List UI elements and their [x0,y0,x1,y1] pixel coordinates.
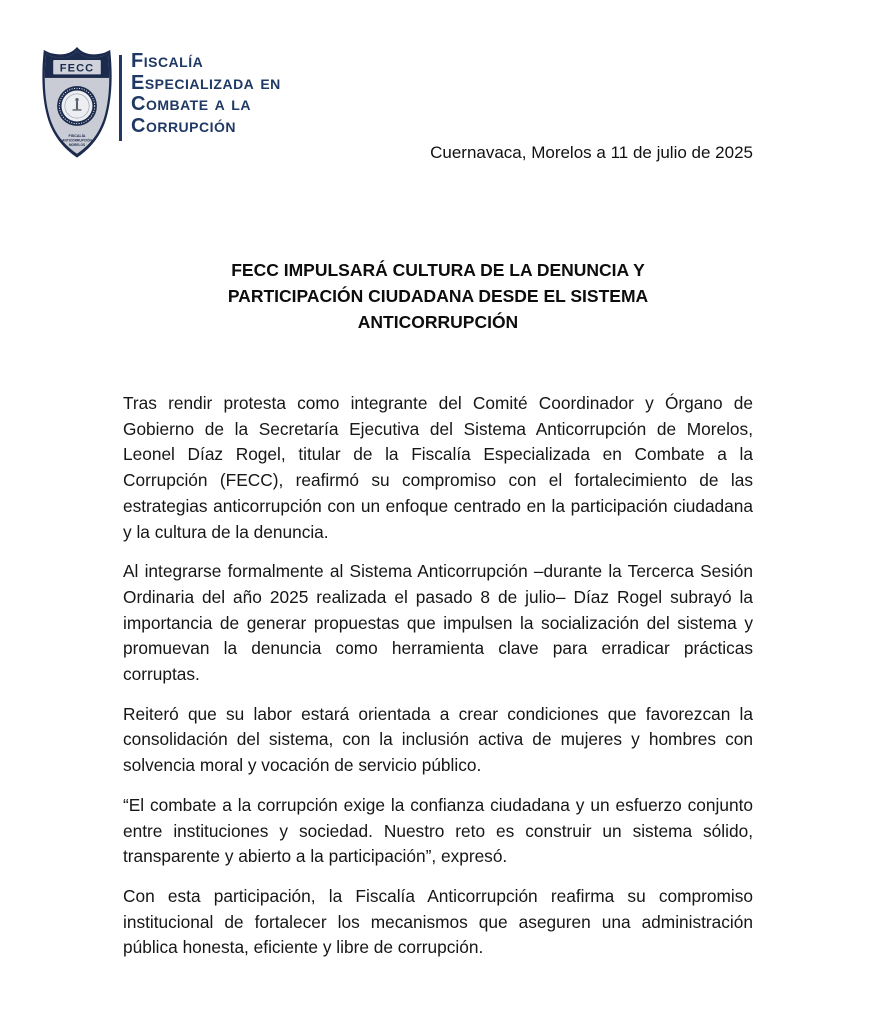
paragraph-5: Con esta participación, la Fiscalía Anticorrupción reafirma su compromiso institucional de fortalecer los mecanismos que aseguren una administración pública honesta, eficiente y libre de corrupción. [123,885,753,958]
badge-caption-line-2: ANTICORRUPCIÓN [62,138,92,143]
badge-caption-line-3: MORELOS [68,143,86,148]
paragraph-4: “El combate a la corrupción exige la confianza ciudadana y un esfuerzo conjunto entre instituciones y sociedad. Nuestro reto es construir un sistema sólido, transparente y abierto a la participación”, expresó. [123,794,753,867]
letterhead [0,0,871,180]
title-line-1: FECC IMPULSARÁ CULTURA DE LA DENUNCIA Y [231,260,645,280]
title-line-2: PARTICIPACIÓN CIUDADANA DESDE EL SISTEMA [227,286,649,306]
logo-divider [119,55,122,141]
paragraph-1: Tras rendir protesta como integrante del Comité Coordinador y Órgano de Gobierno de la Secretaría Ejecutiva del Sistema Anticorrupción de Morelos, Leonel Díaz Rogel, titular de la Fiscalía Especializada en Combate a la Corrupción (FECC), reafirmó su compromiso con el fortalecimiento de las estrategias anticorrupción con un enfoque centrado en la participación ciudadana y la cultura de la denuncia. [123,393,753,542]
badge-acronym: FECC [59,62,95,75]
wordmark-line-2: Especializada en [131,71,281,94]
wordmark-line-4: Corrupción [131,114,237,137]
press-release-title [123,257,753,335]
paragraph-3: Reiteró que su labor estará orientada a crear condiciones que favorezcan la consolidación del sistema, con la inclusión activa de mujeres y hombres con solvencia moral y vocación de servicio público. [123,703,753,776]
wordmark-line-1: Fiscalía [131,50,204,72]
fecc-badge-icon [40,44,114,162]
badge-caption-line-1: FISCALÍA [68,133,86,138]
press-release-body [123,391,753,975]
agency-wordmark [131,51,281,137]
wordmark-line-3: Combate a la [131,93,251,115]
dateline: Cuernavaca, Morelos a 11 de julio de 2025 [430,143,753,162]
title-line-3: ANTICORRUPCIÓN [357,312,519,332]
paragraph-2: Al integrarse formalmente al Sistema Anticorrupción –durante la Tercerca Sesión Ordinaria del año 2025 realizada el pasado 8 de julio– Díaz Rogel subrayó la importancia de generar propuestas que impulsen la socialización del sistema y promuevan la denuncia como herramienta clave para erradicar prácticas corruptas. [123,561,753,685]
